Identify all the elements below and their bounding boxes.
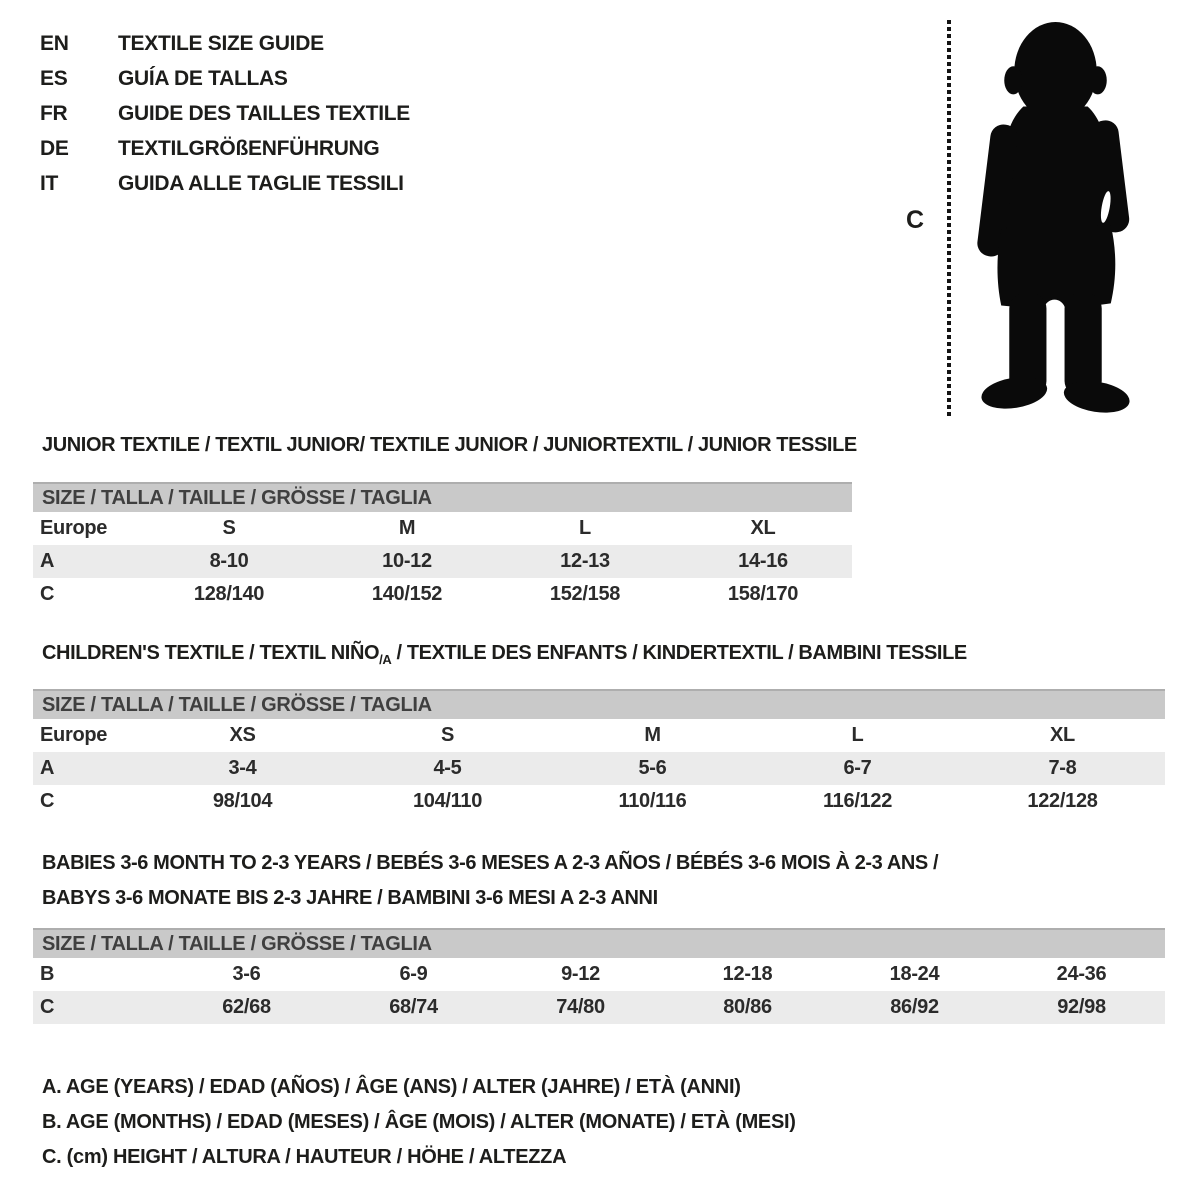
table-cell: 3-4 bbox=[228, 757, 257, 779]
table-cell: 3-6 bbox=[232, 963, 261, 985]
height-measure-dashed-line bbox=[947, 20, 951, 416]
table-header-bar: SIZE / TALLA / TAILLE / GRÖSSE / TAGLIA bbox=[33, 482, 852, 512]
table-row bbox=[33, 545, 852, 578]
table-cell: 74/80 bbox=[556, 996, 605, 1018]
table-cell: 104/110 bbox=[412, 790, 483, 812]
table-cell: 7-8 bbox=[1048, 757, 1077, 779]
table-header-bar: SIZE / TALLA / TAILLE / GRÖSSE / TAGLIA bbox=[33, 689, 1165, 719]
language-row-fr bbox=[40, 96, 410, 131]
junior-size-table bbox=[33, 482, 852, 611]
table-cell: 98/104 bbox=[212, 790, 273, 812]
table-row bbox=[33, 578, 852, 611]
table-cell: S bbox=[440, 724, 455, 746]
table-cell: 80/86 bbox=[723, 996, 772, 1018]
section-title-junior: JUNIOR TEXTILE / TEXTIL JUNIOR/ TEXTILE JUNIOR / JUNIORTEXTIL / JUNIOR TESSILE bbox=[42, 434, 857, 456]
section-title-text: / TEXTILE DES ENFANTS / KINDERTEXTIL / BAMBINI TESSILE bbox=[391, 642, 967, 664]
table-cell: S bbox=[222, 517, 236, 539]
language-label: TEXTILE SIZE GUIDE bbox=[118, 31, 324, 55]
language-code: IT bbox=[40, 171, 59, 195]
table-cell: XL bbox=[750, 517, 776, 539]
table-cell: 116/122 bbox=[822, 790, 893, 812]
table-cell: L bbox=[579, 517, 591, 539]
row-label: C bbox=[40, 583, 55, 605]
table-cell: 8-10 bbox=[209, 550, 249, 572]
table-cell: 140/152 bbox=[371, 583, 443, 605]
row-label: Europe bbox=[40, 517, 108, 539]
table-cell: 158/170 bbox=[727, 583, 799, 605]
language-code: FR bbox=[40, 101, 68, 125]
table-cell: M bbox=[644, 724, 661, 746]
row-label: Europe bbox=[40, 724, 108, 746]
table-row bbox=[33, 752, 1165, 785]
table-cell: 68/74 bbox=[389, 996, 438, 1018]
row-label: C bbox=[40, 790, 55, 812]
table-row bbox=[33, 512, 852, 545]
height-measure-label: C bbox=[906, 206, 925, 234]
table-cell: 4-5 bbox=[433, 757, 462, 779]
table-cell: 12-13 bbox=[560, 550, 610, 572]
children-size-table bbox=[33, 689, 1165, 818]
toddler-silhouette-icon bbox=[965, 14, 1145, 418]
table-cell: 9-12 bbox=[561, 963, 600, 985]
table-cell: 128/140 bbox=[193, 583, 265, 605]
table-cell: L bbox=[851, 724, 864, 746]
section-title-text: CHILDREN'S TEXTILE / TEXTIL NIÑO bbox=[42, 642, 380, 664]
table-cell: XL bbox=[1050, 724, 1075, 746]
language-label: TEXTILGRÖßENFÜHRUNG bbox=[118, 136, 380, 160]
table-cell: 122/128 bbox=[1027, 790, 1098, 812]
language-code: ES bbox=[40, 66, 68, 90]
table-cell: 86/92 bbox=[890, 996, 939, 1018]
row-label: A bbox=[40, 550, 55, 572]
babies-size-table bbox=[33, 928, 1165, 1024]
table-row bbox=[33, 958, 1165, 991]
language-code: DE bbox=[40, 136, 69, 160]
table-header-bar: SIZE / TALLA / TAILLE / GRÖSSE / TAGLIA bbox=[33, 928, 1165, 958]
language-code: EN bbox=[40, 31, 69, 55]
row-label: A bbox=[40, 757, 55, 779]
section-title-subscript: /A bbox=[379, 652, 392, 667]
table-cell: 5-6 bbox=[638, 757, 667, 779]
table-cell: 152/158 bbox=[549, 583, 621, 605]
table-row bbox=[33, 719, 1165, 752]
table-cell: 12-18 bbox=[722, 963, 773, 985]
footnotes bbox=[42, 1070, 796, 1175]
table-cell: 10-12 bbox=[382, 550, 432, 572]
table-cell: 6-9 bbox=[399, 963, 428, 985]
language-row-en bbox=[40, 26, 410, 61]
section-title-line2: BABYS 3-6 MONATE BIS 2-3 JAHRE / BAMBINI 3-6 MESI A 2-3 ANNI bbox=[42, 887, 658, 909]
row-label: B bbox=[40, 963, 55, 985]
language-label: GUÍA DE TALLAS bbox=[118, 66, 288, 90]
section-title-children bbox=[42, 642, 967, 667]
language-row-es bbox=[40, 61, 410, 96]
table-cell: 14-16 bbox=[738, 550, 788, 572]
footnote-c: C. (cm) HEIGHT / ALTURA / HAUTEUR / HÖHE / ALTEZZA bbox=[42, 1146, 567, 1168]
table-cell: 18-24 bbox=[889, 963, 940, 985]
table-row bbox=[33, 785, 1165, 818]
table-row bbox=[33, 991, 1165, 1024]
footnote-a: A. AGE (YEARS) / EDAD (AÑOS) / ÂGE (ANS) / ALTER (JAHRE) / ETÀ (ANNI) bbox=[42, 1076, 741, 1098]
row-label: C bbox=[40, 996, 55, 1018]
table-cell: 92/98 bbox=[1057, 996, 1106, 1018]
table-cell: 24-36 bbox=[1056, 963, 1107, 985]
table-cell: XS bbox=[229, 724, 256, 746]
table-cell: 62/68 bbox=[222, 996, 271, 1018]
language-label: GUIDE DES TAILLES TEXTILE bbox=[118, 101, 410, 125]
language-legend bbox=[40, 26, 410, 201]
language-row-de bbox=[40, 131, 410, 166]
section-title-babies bbox=[42, 846, 938, 916]
table-cell: 6-7 bbox=[843, 757, 872, 779]
footnote-b: B. AGE (MONTHS) / EDAD (MESES) / ÂGE (MOIS) / ALTER (MONATE) / ETÀ (MESI) bbox=[42, 1111, 796, 1133]
table-cell: M bbox=[398, 517, 416, 539]
language-label: GUIDA ALLE TAGLIE TESSILI bbox=[118, 171, 404, 195]
language-row-it bbox=[40, 166, 410, 201]
section-title-line1: BABIES 3-6 MONTH TO 2-3 YEARS / BEBÉS 3-6 MESES A 2-3 AÑOS / BÉBÉS 3-6 MOIS À 2-3 ANS / bbox=[42, 852, 939, 874]
table-cell: 110/116 bbox=[618, 790, 687, 812]
